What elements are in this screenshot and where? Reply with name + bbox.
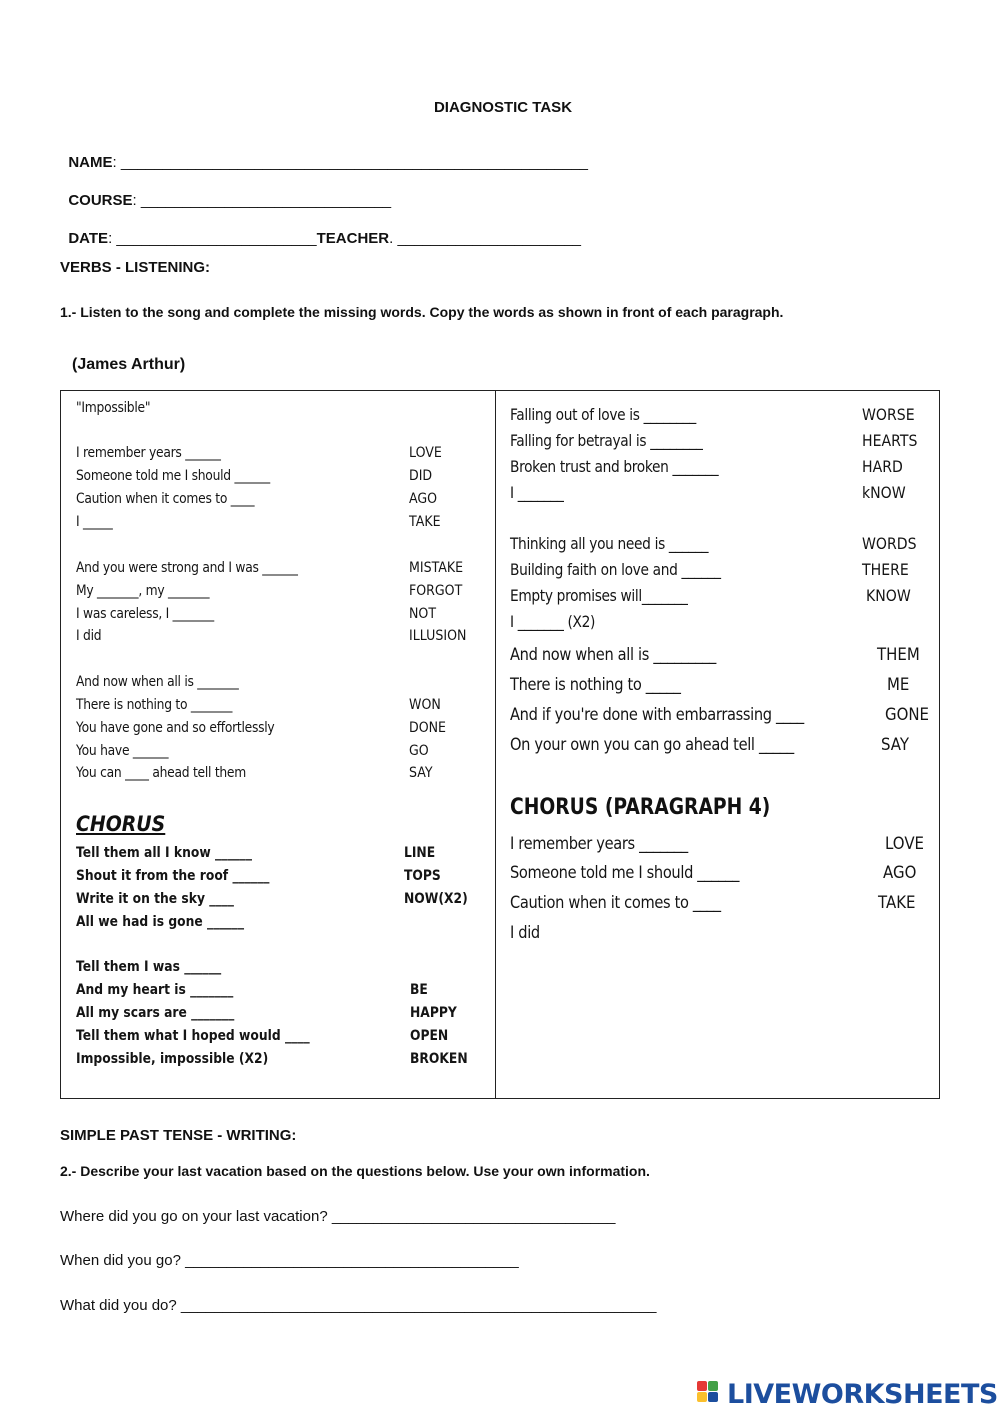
word-bank-item: kNOW <box>862 483 906 502</box>
column-divider <box>495 391 496 1098</box>
course-label: COURSE <box>68 192 133 209</box>
lyric-line: You have gone and so effortlessly <box>76 720 275 736</box>
lyric-line[interactable]: There is nothing to _______ <box>76 697 233 713</box>
artist-name: (James Arthur) <box>72 356 186 373</box>
word-bank-item: HEARTS <box>862 431 918 450</box>
date-label: DATE <box>68 230 109 247</box>
lyric-line: I did <box>76 628 102 644</box>
word-bank-item: GO <box>409 743 429 759</box>
word-bank-item: ILLUSION <box>409 628 467 644</box>
word-bank-item: DONE <box>409 720 447 736</box>
lyric-line[interactable]: Empty promises will_______ <box>510 586 688 605</box>
course-line[interactable]: : ______________________________ <box>132 192 392 209</box>
lyric-line[interactable]: Building faith on love and ______ <box>510 560 721 579</box>
chorus-paragraph-4-heading: CHORUS (PARAGRAPH 4) <box>510 795 771 820</box>
word-bank-item: FORGOT <box>409 583 463 599</box>
question-what[interactable]: What did you do? _________________________________________________________ <box>60 1297 657 1314</box>
lyric-line[interactable]: I remember years _______ <box>510 834 688 854</box>
lyric-line[interactable]: I _______ <box>510 483 564 502</box>
lyric-line[interactable]: Tell them all I know ______ <box>76 845 252 861</box>
word-bank-item: SAY <box>881 735 909 755</box>
word-bank-item: HAPPY <box>410 1005 457 1021</box>
word-bank-item: WORSE <box>862 405 915 424</box>
name-line[interactable]: : ________________________________________________________ <box>112 154 589 171</box>
word-bank-item: GONE <box>885 705 930 725</box>
lyric-line[interactable]: I was careless, I _______ <box>76 606 214 622</box>
lyric-line[interactable]: Shout it from the roof ______ <box>76 868 270 884</box>
lyric-line[interactable]: And my heart is _______ <box>76 982 234 998</box>
word-bank-item: ME <box>887 675 910 695</box>
lyric-line[interactable]: I _____ <box>76 514 113 530</box>
chorus-heading: CHORUS <box>76 812 166 836</box>
course-field[interactable] <box>60 175 391 209</box>
instruction-2: 2.- Describe your last vacation based on the questions below. Use your own information. <box>60 1163 650 1179</box>
word-bank-item: LOVE <box>885 834 925 854</box>
word-bank-item: AGO <box>409 491 438 507</box>
word-bank-item: TAKE <box>878 893 916 913</box>
question-where[interactable]: Where did you go on your last vacation? __________________________________ <box>60 1208 616 1225</box>
lyric-line[interactable]: Caution when it comes to ____ <box>510 893 721 913</box>
section-heading-writing: SIMPLE PAST TENSE - WRITING: <box>60 1127 297 1144</box>
lyric-line[interactable]: You can ____ ahead tell them <box>76 765 246 781</box>
song-lyrics-box <box>60 390 940 1099</box>
word-bank-item: OPEN <box>410 1028 449 1044</box>
word-bank-item: NOT <box>409 606 437 622</box>
word-bank-item: WORDS <box>862 534 917 553</box>
word-bank-item: BROKEN <box>410 1051 468 1067</box>
word-bank-item: SAY <box>409 765 433 781</box>
word-bank-item: LOVE <box>409 445 442 461</box>
date-teacher-field[interactable] <box>60 213 581 247</box>
name-label: NAME <box>68 154 113 171</box>
lyric-line[interactable]: On your own you can go ahead tell _____ <box>510 735 794 755</box>
word-bank-item: AGO <box>883 863 917 883</box>
lyric-line[interactable]: Thinking all you need is ______ <box>510 534 709 553</box>
teacher-line[interactable]: . ______________________ <box>389 230 582 247</box>
lyric-line[interactable]: I remember years ______ <box>76 445 221 461</box>
liveworksheets-logo <box>697 1377 998 1411</box>
word-bank-item: TAKE <box>409 514 441 530</box>
question-when[interactable]: When did you go? ________________________________________ <box>60 1252 519 1269</box>
lyric-line[interactable]: All my scars are _______ <box>76 1005 235 1021</box>
word-bank-item: BE <box>410 982 428 998</box>
lyric-line[interactable]: There is nothing to _____ <box>510 675 681 695</box>
lyric-line[interactable]: Write it on the sky ____ <box>76 891 234 907</box>
lyric-line[interactable]: Tell them I was ______ <box>76 959 222 975</box>
lyric-line[interactable]: Someone told me I should ______ <box>510 863 740 883</box>
section-heading-listening: VERBS - LISTENING: <box>60 259 211 276</box>
lyric-line[interactable]: All we had is gone ______ <box>76 914 244 930</box>
song-title: "Impossible" <box>76 400 151 416</box>
lyric-line[interactable]: My _______, my _______ <box>76 583 210 599</box>
lyric-line[interactable]: You have ______ <box>76 743 169 759</box>
lyric-line[interactable]: Someone told me I should ______ <box>76 468 270 484</box>
word-bank-item: DID <box>409 468 433 484</box>
teacher-label: TEACHER <box>316 230 390 247</box>
lyric-line[interactable]: Broken trust and broken _______ <box>510 457 719 476</box>
lyric-line[interactable]: Tell them what I hoped would ____ <box>76 1028 310 1044</box>
lyric-line: I did <box>510 923 540 943</box>
lyric-line: Impossible, impossible (X2) <box>76 1051 269 1067</box>
lyric-line[interactable]: And if you're done with embarrassing ____ <box>510 705 804 725</box>
word-bank-item: MISTAKE <box>409 560 464 576</box>
logo-blocks-icon <box>697 1379 725 1409</box>
word-bank-item: LINE <box>404 845 436 861</box>
word-bank-item: THEM <box>877 645 920 665</box>
word-bank-item: WON <box>409 697 441 713</box>
lyric-line[interactable]: And you were strong and I was ______ <box>76 560 298 576</box>
instruction-1: 1.- Listen to the song and complete the missing words. Copy the words as shown in front of each paragraph. <box>60 304 784 320</box>
lyric-line[interactable]: And now when all is _______ <box>76 674 239 690</box>
lyric-line[interactable]: Falling out of love is ________ <box>510 405 696 424</box>
word-bank-item: KNOW <box>866 586 911 605</box>
lyric-line[interactable]: Falling for betrayal is ________ <box>510 431 703 450</box>
word-bank-item: HARD <box>862 457 903 476</box>
logo-text: LIVEWORKSHEETS <box>727 1378 998 1410</box>
word-bank-item: THERE <box>862 560 909 579</box>
lyric-line[interactable]: I _______ (X2) <box>510 612 596 631</box>
lyric-line[interactable]: Caution when it comes to ____ <box>76 491 255 507</box>
date-line[interactable]: : ________________________ <box>108 230 317 247</box>
page-title: DIAGNOSTIC TASK <box>433 99 573 116</box>
name-field[interactable] <box>60 137 588 171</box>
word-bank-item: NOW(X2) <box>404 891 468 907</box>
lyric-line[interactable]: And now when all is _________ <box>510 645 717 665</box>
word-bank-item: TOPS <box>404 868 441 884</box>
